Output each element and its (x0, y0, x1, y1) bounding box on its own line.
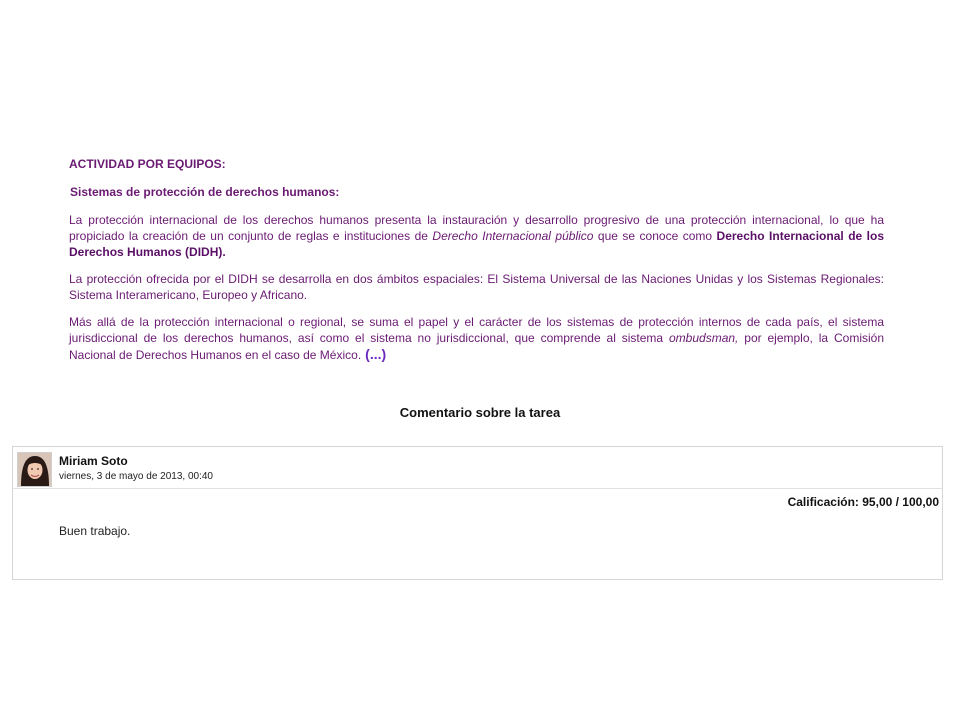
paragraph-3-italic: ombudsman, (669, 331, 739, 345)
comment-date: viernes, 3 de mayo de 2013, 00:40 (59, 471, 213, 482)
activity-paragraph-1 (69, 212, 884, 260)
activity-heading: ACTIVIDAD POR EQUIPOS: (69, 157, 226, 171)
avatar[interactable] (17, 452, 52, 487)
grade-label: Calificación: 95,00 / 100,00 (787, 495, 939, 509)
activity-paragraph-2: La protección ofrecida por el DIDH se desarrolla en dos ámbitos espaciales: El Sistema Universal de las Naciones Unidas y los Sistemas Regionales: Sistema Interamericano, Europeo y Africano. (69, 272, 884, 302)
paragraph-1-bold: Derecho Internacional de los Derechos Humanos (DIDH). (69, 229, 885, 259)
comment-header (13, 447, 942, 489)
paragraph-1-text-a: La protección internacional de los derechos humanos presenta la instauración y desarrollo progresivo de una protección internacional, lo que ha propiciado la creación de un conjunto de reglas e instituciones de (69, 213, 884, 243)
activity-subheading: Sistemas de protección de derechos humanos: (70, 185, 340, 199)
paragraph-3-text-b: por ejemplo, la Comisión Nacional de Derechos Humanos en el caso de México. (69, 331, 885, 362)
paragraph-3-text-a: Más allá de la protección internacional o regional, se suma el papel y el carácter de los sistemas de protección internos de cada país, el sistema jurisdiccional de los derechos humanos, así como el sistema no jurisdiccional, que comprende al sistema (69, 315, 884, 345)
comment-text: Buen trabajo. (59, 524, 131, 538)
read-more-link[interactable]: (...) (365, 346, 387, 362)
activity-paragraph-3 (69, 314, 884, 363)
paragraph-1-italic: Derecho Internacional público (432, 229, 594, 243)
activity-description (69, 156, 884, 374)
comment-author[interactable]: Miriam Soto (59, 454, 128, 468)
paragraph-1-text-b: que se conoce como (593, 229, 717, 243)
comment-section-title: Comentario sobre la tarea (399, 405, 561, 420)
comment-box (12, 446, 943, 580)
user-avatar-icon (18, 453, 51, 486)
